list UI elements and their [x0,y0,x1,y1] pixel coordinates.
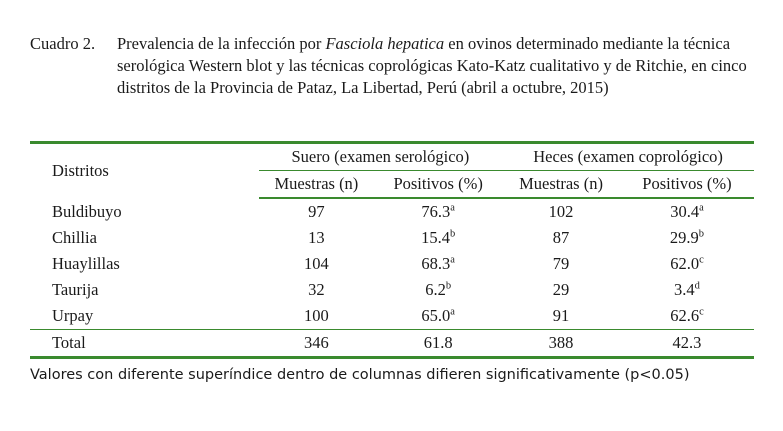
table-row [30,251,754,277]
superscript-letter: a [450,306,455,318]
cell-suero-n-value: 100 [304,306,329,325]
cell-suero-p-value: 68.3 [421,254,451,273]
cell-distrito [30,198,259,225]
cell-suero-n [259,303,375,330]
total-heces-n: 388 [502,330,620,357]
header-group-suero: Suero (examen serológico) [259,144,503,171]
cell-heces-n-value: 29 [552,280,570,299]
cell-heces-p [620,251,754,277]
cell-suero-n-value: 97 [308,202,325,221]
cell-heces-p-value: 62.6 [670,306,700,325]
superscript-letter: a [450,254,455,266]
table-bottom-rule [30,356,754,359]
cell-distrito-value: Urpay [52,306,94,325]
cell-heces-p-value: 29.9 [669,228,699,247]
cell-distrito-value: Huaylillas [52,254,120,273]
total-row [30,330,754,357]
cell-distrito-value: Taurija [52,280,99,299]
header-group-heces: Heces (examen coprológico) [502,144,754,171]
cell-suero-n-value: 32 [308,280,325,299]
cell-heces-n-value: 79 [552,254,570,273]
cell-heces-n [502,277,620,303]
table-row [30,198,754,225]
cell-suero-p-value: 15.4 [421,228,450,247]
superscript-letter: c [699,306,704,318]
cell-heces-p-value: 30.4 [670,202,700,221]
cell-heces-p [620,303,754,330]
prevalence-table [30,144,754,356]
caption-text-part1: Prevalencia de la infección por [117,34,326,53]
caption-text [117,33,765,99]
cell-suero-p-value: 76.3 [421,202,451,221]
caption-label: Cuadro 2. [30,34,96,53]
header-suero-muestras: Muestras (n) [259,171,375,199]
cell-heces-p-value: 62.0 [670,254,700,273]
superscript-letter: b [449,228,456,240]
cell-distrito [30,225,259,251]
cell-heces-n-value: 102 [548,202,574,221]
cell-heces-p [620,198,754,225]
cell-heces-p [620,225,754,251]
table-footnote: Valores con diferente superíndice dentro de columnas difieren significativamente (p<0.05) [30,367,690,383]
cell-suero-n-value: 104 [304,254,329,273]
caption-text-part2: en ovinos determinado mediante la técnica serológica Western blot y las técnicas coprológicas Kato-Katz cualitativo y de Ritchie, en cinco distritos de la Provincia de Pataz, La Libertad, Perú (abril a octubre, 2015) [117,34,747,97]
cell-heces-n [502,198,620,225]
header-heces-positivos: Positivos (%) [620,171,754,199]
superscript-letter: a [699,202,704,214]
superscript-letter: a [450,202,455,214]
cell-heces-n [502,303,620,330]
table-row [30,277,754,303]
superscript-letter: b [445,280,452,292]
cell-heces-n [502,225,620,251]
superscript-letter: c [699,254,704,266]
cell-suero-p-value: 6.2 [425,280,446,299]
header-distritos: Distritos [52,161,109,180]
cell-suero-p [374,251,502,277]
cell-heces-p-value: 3.4 [674,280,695,299]
cell-suero-p-value: 65.0 [421,306,451,325]
cell-heces-n-value: 87 [552,228,570,247]
cell-distrito [30,303,259,330]
cell-suero-p [374,198,502,225]
cell-heces-p [620,277,754,303]
cell-distrito-value: Buldibuyo [52,201,122,221]
table-row [30,303,754,330]
total-label: Total [30,330,259,357]
cell-distrito [30,251,259,277]
cell-suero-p [374,225,502,251]
cell-suero-n [259,225,375,251]
cell-suero-p [374,303,502,330]
cell-suero-n-value: 13 [308,228,325,247]
header-suero-positivos: Positivos (%) [374,171,502,199]
table-row [30,225,754,251]
data-table [30,141,754,359]
cell-distrito-value: Chillia [52,228,97,247]
header-row-groups [30,144,754,171]
cell-suero-p [374,277,502,303]
total-suero-p: 61.8 [374,330,502,357]
cell-suero-n [259,277,375,303]
caption-species-name: Fasciola hepatica [325,34,445,53]
cell-heces-n-value: 91 [552,306,570,325]
table-caption [30,33,765,99]
cell-suero-n [259,251,375,277]
header-heces-muestras: Muestras (n) [502,171,620,199]
cell-distrito [30,277,259,303]
total-suero-n: 346 [259,330,375,357]
cell-heces-n [502,251,620,277]
superscript-letter: b [698,228,705,240]
table-body [30,198,754,330]
total-heces-p: 42.3 [620,330,754,357]
cell-suero-n [259,198,375,225]
superscript-letter: d [694,280,700,292]
